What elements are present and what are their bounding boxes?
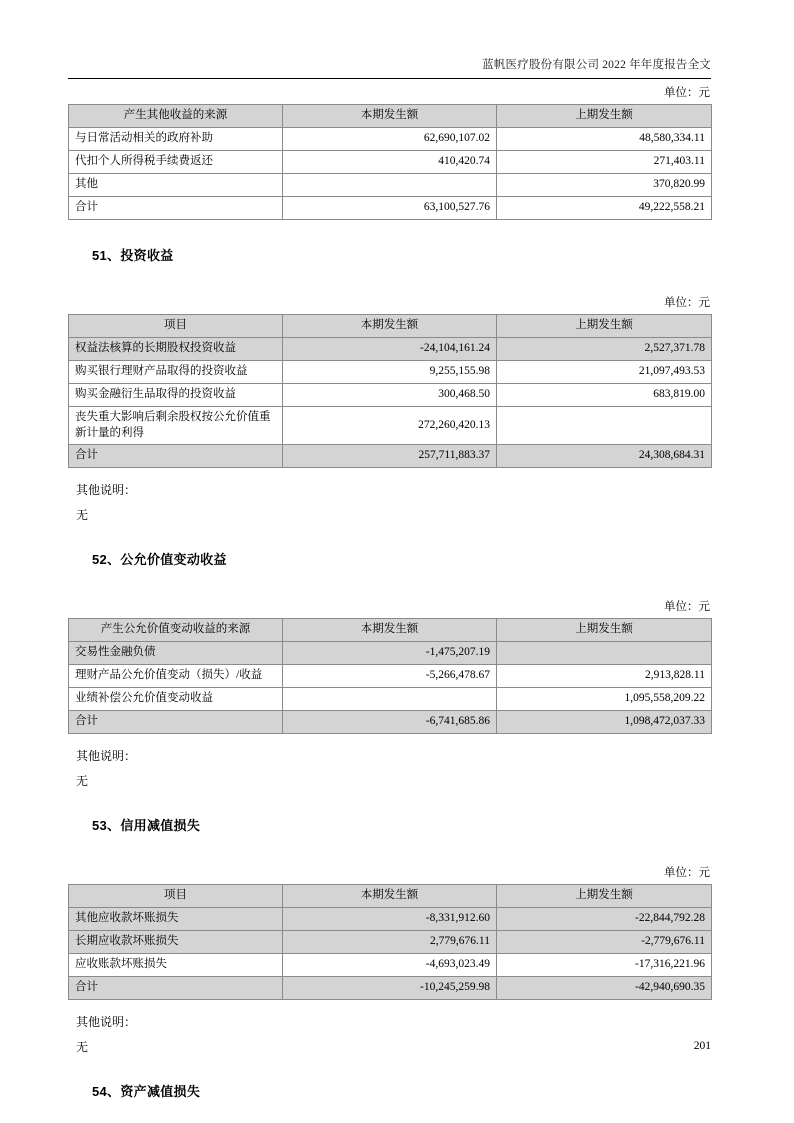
column-header-item: 项目 bbox=[69, 885, 283, 908]
other-note-label-51: 其他说明： bbox=[76, 483, 137, 497]
row-current-value: -8,331,912.60 bbox=[283, 908, 497, 931]
table-row bbox=[69, 174, 712, 197]
row-current-value: 257,711,883.37 bbox=[283, 445, 497, 468]
table-row bbox=[69, 908, 712, 931]
row-prior-value: 2,913,828.11 bbox=[497, 665, 712, 688]
section-heading-53: 53、信用减值损失 bbox=[92, 818, 201, 833]
row-current-value: -1,475,207.19 bbox=[283, 642, 497, 665]
row-label: 长期应收款坏账损失 bbox=[69, 931, 283, 954]
column-header-prior-period: 上期发生额 bbox=[497, 885, 712, 908]
row-prior-value: 271,403.11 bbox=[497, 151, 712, 174]
row-prior-value: 24,308,684.31 bbox=[497, 445, 712, 468]
column-header-prior-period: 上期发生额 bbox=[497, 105, 712, 128]
row-prior-value: 21,097,493.53 bbox=[497, 361, 712, 384]
column-header-source: 产生公允价值变动收益的来源 bbox=[69, 619, 283, 642]
row-label: 与日常活动相关的政府补助 bbox=[69, 128, 283, 151]
other-note-value-53: 无 bbox=[76, 1040, 89, 1054]
row-current-value: 300,468.50 bbox=[283, 384, 497, 407]
row-prior-value: 1,098,472,037.33 bbox=[497, 711, 712, 734]
row-label: 合计 bbox=[69, 445, 283, 468]
column-header-source: 产生其他收益的来源 bbox=[69, 105, 283, 128]
table-credit-impairment bbox=[68, 884, 712, 1000]
other-note-value-51: 无 bbox=[76, 508, 89, 522]
table-row-total bbox=[69, 711, 712, 734]
section-heading-52: 52、公允价值变动收益 bbox=[92, 552, 227, 567]
column-header-prior-period: 上期发生额 bbox=[497, 315, 712, 338]
table-row bbox=[69, 931, 712, 954]
running-header: 蓝帆医疗股份有限公司 2022 年年度报告全文 bbox=[482, 59, 711, 71]
row-prior-value: 683,819.00 bbox=[497, 384, 712, 407]
table-header-row bbox=[69, 619, 712, 642]
row-label: 理财产品公允价值变动（损失）/收益 bbox=[69, 665, 283, 688]
row-current-value: 272,260,420.13 bbox=[283, 407, 497, 445]
row-prior-value bbox=[497, 407, 712, 445]
row-label: 应收账款坏账损失 bbox=[69, 954, 283, 977]
row-label: 交易性金融负债 bbox=[69, 642, 283, 665]
row-prior-value: -17,316,221.96 bbox=[497, 954, 712, 977]
table-investment-income bbox=[68, 314, 712, 468]
row-label: 合计 bbox=[69, 977, 283, 1000]
row-prior-value: 1,095,558,209.22 bbox=[497, 688, 712, 711]
other-note-label-52: 其他说明： bbox=[76, 749, 137, 763]
other-note-label-53: 其他说明： bbox=[76, 1015, 137, 1029]
table-row bbox=[69, 361, 712, 384]
header-divider bbox=[68, 78, 711, 79]
table-header-row bbox=[69, 105, 712, 128]
row-label: 购买银行理财产品取得的投资收益 bbox=[69, 361, 283, 384]
row-label: 业绩补偿公允价值变动收益 bbox=[69, 688, 283, 711]
unit-label-credit-impairment: 单位：元 bbox=[664, 867, 710, 879]
row-prior-value: 370,820.99 bbox=[497, 174, 712, 197]
table-row bbox=[69, 128, 712, 151]
row-current-value: -6,741,685.86 bbox=[283, 711, 497, 734]
table-fair-value-change bbox=[68, 618, 712, 734]
row-prior-value: -42,940,690.35 bbox=[497, 977, 712, 1000]
column-header-item: 项目 bbox=[69, 315, 283, 338]
row-current-value: 2,779,676.11 bbox=[283, 931, 497, 954]
table-row bbox=[69, 151, 712, 174]
row-prior-value: -2,779,676.11 bbox=[497, 931, 712, 954]
column-header-current-period: 本期发生额 bbox=[283, 619, 497, 642]
row-label: 权益法核算的长期股权投资收益 bbox=[69, 338, 283, 361]
row-current-value bbox=[283, 174, 497, 197]
table-row-total bbox=[69, 197, 712, 220]
page-number: 201 bbox=[693, 1040, 711, 1052]
row-current-value: 410,420.74 bbox=[283, 151, 497, 174]
row-prior-value: -22,844,792.28 bbox=[497, 908, 712, 931]
table-row bbox=[69, 338, 712, 361]
row-label: 其他应收款坏账损失 bbox=[69, 908, 283, 931]
row-label: 合计 bbox=[69, 711, 283, 734]
row-label: 购买金融衍生品取得的投资收益 bbox=[69, 384, 283, 407]
table-row bbox=[69, 384, 712, 407]
row-current-value: -10,245,259.98 bbox=[283, 977, 497, 1000]
table-row bbox=[69, 954, 712, 977]
table-row bbox=[69, 665, 712, 688]
unit-label-other-income: 单位：元 bbox=[664, 87, 710, 99]
table-other-income bbox=[68, 104, 712, 220]
table-row bbox=[69, 407, 712, 445]
row-current-value bbox=[283, 688, 497, 711]
table-row bbox=[69, 642, 712, 665]
other-note-value-52: 无 bbox=[76, 774, 89, 788]
table-header-row bbox=[69, 315, 712, 338]
row-label: 代扣个人所得税手续费返还 bbox=[69, 151, 283, 174]
row-current-value: 62,690,107.02 bbox=[283, 128, 497, 151]
row-current-value: -24,104,161.24 bbox=[283, 338, 497, 361]
column-header-current-period: 本期发生额 bbox=[283, 315, 497, 338]
row-prior-value: 48,580,334.11 bbox=[497, 128, 712, 151]
page-content bbox=[68, 86, 711, 1102]
row-prior-value: 2,527,371.78 bbox=[497, 338, 712, 361]
column-header-current-period: 本期发生额 bbox=[283, 105, 497, 128]
row-current-value: 9,255,155.98 bbox=[283, 361, 497, 384]
row-current-value: 63,100,527.76 bbox=[283, 197, 497, 220]
row-prior-value: 49,222,558.21 bbox=[497, 197, 712, 220]
column-header-prior-period: 上期发生额 bbox=[497, 619, 712, 642]
row-current-value: -5,266,478.67 bbox=[283, 665, 497, 688]
table-row-total bbox=[69, 977, 712, 1000]
row-current-value: -4,693,023.49 bbox=[283, 954, 497, 977]
row-label: 合计 bbox=[69, 197, 283, 220]
unit-label-investment-income: 单位：元 bbox=[664, 297, 710, 309]
column-header-current-period: 本期发生额 bbox=[283, 885, 497, 908]
row-label: 其他 bbox=[69, 174, 283, 197]
unit-label-fair-value-change: 单位：元 bbox=[664, 601, 710, 613]
table-row bbox=[69, 688, 712, 711]
row-label: 丧失重大影响后剩余股权按公允价值重新计量的利得 bbox=[69, 407, 283, 445]
section-heading-54: 54、资产减值损失 bbox=[92, 1084, 201, 1099]
table-row-total bbox=[69, 445, 712, 468]
section-heading-51: 51、投资收益 bbox=[92, 248, 174, 263]
table-header-row bbox=[69, 885, 712, 908]
row-prior-value bbox=[497, 642, 712, 665]
